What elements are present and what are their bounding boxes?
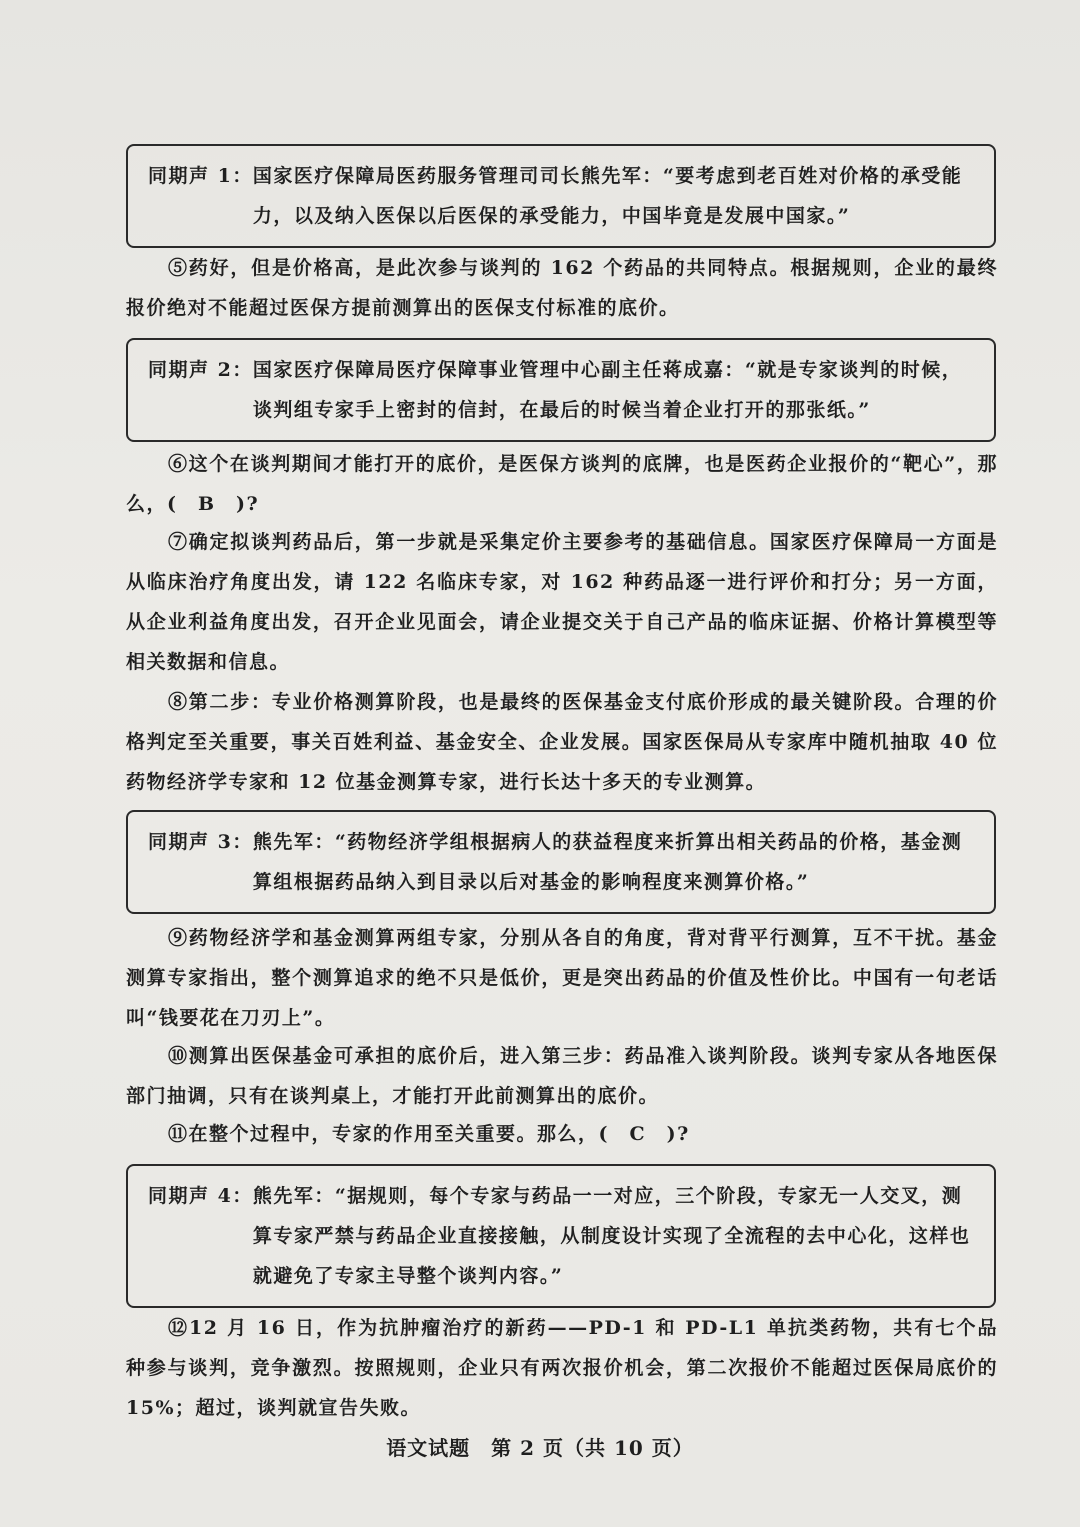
sync-sound-box-2	[126, 338, 996, 442]
paragraph-7: ⑦确定拟谈判药品后，第一步就是采集定价主要参考的基础信息。国家医疗保障局一方面是从临床治疗角度出发，请 122 名临床专家，对 162 种药品逐一进行评价和打分；另一方面，从企业利益角度出发，召开企业见面会，请企业提交关于自己产品的临床证据、价格计算模型等相关数据和信息。	[126, 531, 998, 673]
paragraph-9: ⑨药物经济学和基金测算两组专家，分别从各自的角度，背对背平行测算，互不干扰。基金测算专家指出，整个测算追求的绝不只是低价，更是突出药品的价值及性价比。中国有一句老话叫“钱要花在刀刃上”。	[126, 927, 998, 1029]
sync-text-3: 熊先军：“药物经济学组根据病人的获益程度来折算出相关药品的价格，基金测算组根据药品纳入到目录以后对基金的影响程度来测算价格。”	[252, 831, 963, 893]
sync-label-1: 同期声 1：	[148, 165, 253, 187]
paragraph-11: ⑪在整个过程中，专家的作用至关重要。那么，( C )?	[168, 1123, 690, 1145]
sync-label-2: 同期声 2：	[148, 359, 253, 381]
paragraph-12: ⑫12 月 16 日，作为抗肿瘤治疗的新药——PD-1 和 PD-L1 单抗类药物，共有七个品种参与谈判，竞争激烈。按照规则，企业只有两次报价机会，第二次报价不能超过医保局底价的 15%；超过，谈判就宣告失败。	[126, 1317, 998, 1419]
sync-label-4: 同期声 4：	[148, 1185, 253, 1207]
sync-sound-box-1	[126, 144, 996, 248]
sync-label-3: 同期声 3：	[148, 831, 253, 853]
sync-sound-box-3	[126, 810, 996, 914]
paragraph-8: ⑧第二步：专业价格测算阶段，也是最终的医保基金支付底价形成的最关键阶段。合理的价格判定至关重要，事关百姓利益、基金安全、企业发展。国家医保局从专家库中随机抽取 40 位药物经济学专家和 12 位基金测算专家，进行长达十多天的专业测算。	[126, 691, 998, 793]
paragraph-10: ⑩测算出医保基金可承担的底价后，进入第三步：药品准入谈判阶段。谈判专家从各地医保部门抽调，只有在谈判桌上，才能打开此前测算出的底价。	[126, 1045, 998, 1107]
sync-text-1: 国家医疗保障局医药服务管理司司长熊先军：“要考虑到老百姓对价格的承受能力，以及纳入医保以后医保的承受能力，中国毕竟是发展中国家。”	[252, 165, 963, 227]
paragraph-6: ⑥这个在谈判期间才能打开的底价，是医保方谈判的底牌，也是医药企业报价的“靶心”，那么，( B )?	[126, 453, 998, 515]
paragraph-5: ⑤药好，但是价格高，是此次参与谈判的 162 个药品的共同特点。根据规则，企业的最终报价绝对不能超过医保方提前测算出的医保支付标准的底价。	[126, 257, 998, 319]
sync-sound-box-4	[126, 1164, 996, 1308]
page-footer: 语文试题 第 2 页（共 10 页）	[386, 1436, 694, 1460]
sync-text-4: 熊先军：“据规则，每个专家与药品一一对应，三个阶段，专家无一人交叉，测算专家严禁与药品企业直接接触，从制度设计实现了全流程的去中心化，这样也就避免了专家主导整个谈判内容。”	[252, 1185, 971, 1287]
sync-text-2: 国家医疗保障局医疗保障事业管理中心副主任蒋成嘉：“就是专家谈判的时候，谈判组专家手上密封的信封，在最后的时候当着企业打开的那张纸。”	[252, 359, 963, 421]
